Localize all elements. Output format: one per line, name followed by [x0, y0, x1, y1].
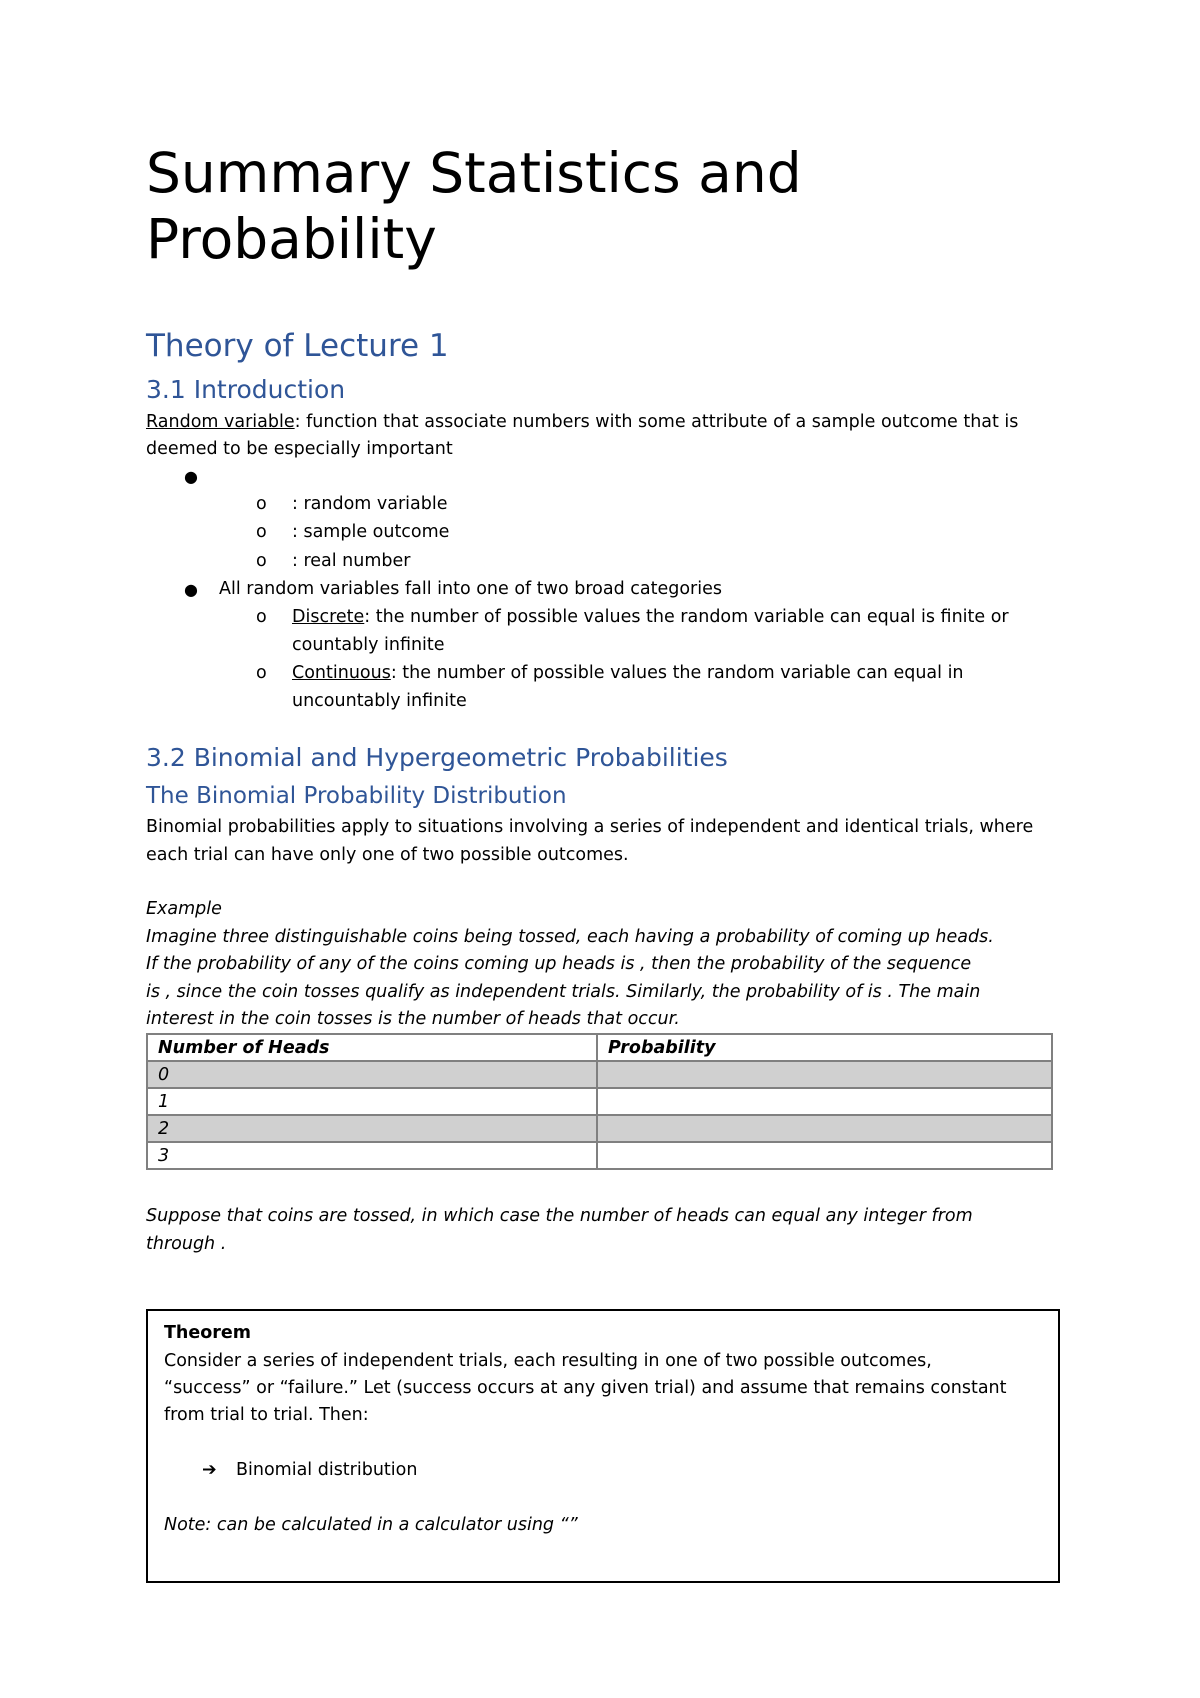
- table-cell-probability: [597, 1142, 1052, 1169]
- table-header-probability: Probability: [597, 1034, 1052, 1061]
- table-header-row: [147, 1034, 1052, 1061]
- binomial-subheading: The Binomial Probability Distribution: [146, 783, 567, 809]
- table-cell-heads: 1: [147, 1088, 597, 1115]
- continuous-term: Continuous: [292, 663, 391, 683]
- theorem-line-3: from trial to trial. Then:: [164, 1405, 369, 1425]
- lecture-heading: Theory of Lecture 1: [146, 328, 449, 364]
- theorem-label: Theorem: [164, 1323, 252, 1343]
- example-line-2: If the probability of any of the coins coming up heads is , then the probability of the sequence: [146, 954, 972, 974]
- table-cell-heads: 3: [147, 1142, 597, 1169]
- random-variable-def-line-1: : function that associate numbers with some attribute of a sample outcome that is: [294, 412, 1019, 432]
- binomial-intro-line-1: Binomial probabilities apply to situations involving a series of independent and identical trials, where: [146, 817, 1034, 837]
- random-variable-term: Random variable: [146, 412, 295, 432]
- circle-bullet-icon: o: [256, 522, 267, 542]
- title-line-1: Summary Statistics and: [146, 141, 802, 205]
- discrete-term: Discrete: [292, 607, 365, 627]
- table-cell-heads: 0: [147, 1061, 597, 1088]
- table-row: [147, 1061, 1052, 1088]
- circle-bullet-icon: o: [256, 663, 267, 683]
- theorem-line-1: Consider a series of independent trials, each resulting in one of two possible outcomes,: [164, 1351, 932, 1371]
- table-row: [147, 1088, 1052, 1115]
- heads-probability-table: [146, 1033, 1053, 1170]
- categories-intro: All random variables fall into one of two broad categories: [219, 579, 722, 599]
- section-3-2-heading: 3.2 Binomial and Hypergeometric Probabilities: [146, 743, 728, 772]
- table-row: [147, 1142, 1052, 1169]
- continuous-item: [292, 660, 964, 688]
- table-cell-heads: 2: [147, 1115, 597, 1142]
- section-3-1-heading: 3.1 Introduction: [146, 375, 346, 404]
- example-line-3: is , since the coin tosses qualify as independent trials. Similarly, the probability of is . The main: [146, 982, 981, 1002]
- table-cell-probability: [597, 1061, 1052, 1088]
- suppose-line-2: through .: [146, 1234, 227, 1254]
- bullet-icon: ●: [184, 580, 198, 599]
- binomial-intro-line-2: each trial can have only one of two possible outcomes.: [146, 845, 629, 865]
- theorem-note: Note: can be calculated in a calculator using “”: [164, 1515, 578, 1535]
- circle-bullet-icon: o: [256, 494, 267, 514]
- circle-bullet-icon: o: [256, 607, 267, 627]
- example-line-4: interest in the coin tosses is the number of heads that occur.: [146, 1009, 680, 1029]
- arrow-right-icon: ➔: [202, 1460, 217, 1480]
- continuous-def-line-2: uncountably infinite: [292, 691, 467, 711]
- theorem-box: [146, 1309, 1060, 1583]
- sub-item-real-number: : real number: [292, 551, 411, 571]
- binomial-distribution-item: Binomial distribution: [236, 1460, 418, 1480]
- table-cell-probability: [597, 1088, 1052, 1115]
- title-line-2: Probability: [146, 207, 437, 271]
- table-row: [147, 1115, 1052, 1142]
- example-label: Example: [146, 899, 222, 919]
- sub-item-sample-outcome: : sample outcome: [292, 522, 450, 542]
- random-variable-definition: [146, 409, 1066, 437]
- table-cell-probability: [597, 1115, 1052, 1142]
- bullet-icon: ●: [184, 467, 198, 486]
- table-header-number-of-heads: Number of Heads: [147, 1034, 597, 1061]
- example-line-1: Imagine three distinguishable coins being tossed, each having a probability of coming up heads.: [146, 927, 994, 947]
- discrete-def-line-1: : the number of possible values the random variable can equal is finite or: [364, 607, 1009, 627]
- circle-bullet-icon: o: [256, 551, 267, 571]
- random-variable-def-line-2: deemed to be especially important: [146, 439, 453, 459]
- continuous-def-line-1: : the number of possible values the random variable can equal in: [390, 663, 964, 683]
- sub-item-random-variable: : random variable: [292, 494, 448, 514]
- suppose-line-1: Suppose that coins are tossed, in which case the number of heads can equal any integer from: [146, 1206, 973, 1226]
- theorem-line-2: “success” or “failure.” Let (success occurs at any given trial) and assume that remains constant: [164, 1378, 1007, 1398]
- document-title: [146, 140, 1066, 272]
- discrete-item: [292, 604, 1009, 632]
- discrete-def-line-2: countably infinite: [292, 635, 445, 655]
